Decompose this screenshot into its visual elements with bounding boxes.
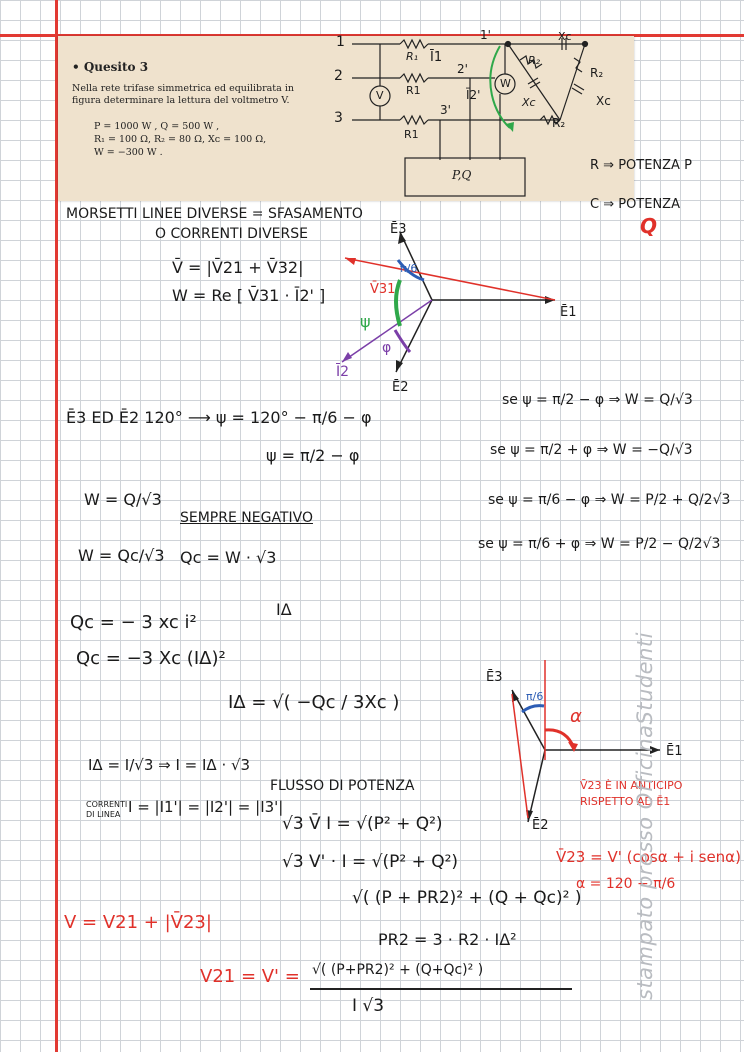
d2-e1-label: Ē1 [666, 744, 683, 759]
note-correnti-linea: CORRENTI DI LINEA [86, 800, 128, 819]
note-sempre-negativo: SEMPRE NEGATIVO [180, 510, 313, 526]
question-title: • Quesito 3 [72, 60, 149, 74]
d1-v31-label: V̄31 [370, 282, 396, 297]
eq-qc2: Qc = −3 Xc (IΔ)² [76, 648, 226, 669]
d1-phi-label: φ [382, 340, 392, 356]
node-3-label: 3 [334, 110, 343, 126]
data-line: R₁ = 100 Ω, R₂ = 80 Ω, Xᴄ = 100 Ω, [94, 134, 267, 145]
node-2-label: 2 [334, 68, 343, 84]
eq-pow3: √( (P + PR2)² + (Q + Qc)² ) [352, 888, 582, 908]
xc-label: Xc [522, 96, 536, 109]
note-r-p: R ⇒ POTENZA P [590, 158, 692, 173]
i1-label: Ī1 [430, 50, 443, 65]
eq-v21-red: V21 = V' = [200, 966, 300, 987]
eq-v23: V̄23 = V' (cosα + i senα) [556, 848, 741, 866]
d2-pi6-label: π/6 [526, 690, 544, 703]
node-1-label: 1 [336, 34, 345, 50]
d1-pi6-label: π/6 [400, 262, 418, 275]
voltmeter-label: V [376, 89, 384, 102]
eq-pr2: PR2 = 3 · R2 · IΔ² [378, 930, 517, 949]
eq-v: V̄ = |V̄21 + V̄32| [172, 258, 304, 277]
eq-v21-numerator: √( (P+PR2)² + (Q+Qc)² ) [312, 962, 484, 978]
d2-e2-label: Ē2 [532, 818, 549, 833]
eq-i-abs: I = |I1'| = |I2'| = |I3'| [128, 798, 284, 816]
r2-label: R₂ [590, 66, 604, 80]
note-morsetti: MORSETTI LINEE DIVERSE = SFASAMENTO [66, 206, 363, 222]
note-anticipo: V̄23 È IN ANTICIPO RISPETTO AD Ē1 [580, 779, 683, 808]
eq-se2: se ψ = π/2 + φ ⇒ W = −Q/√3 [490, 442, 693, 458]
eq-w: W = Re [ V̄31 · Ī2' ] [172, 286, 326, 305]
eq-pow2: √3 V' · I = √(P² + Q²) [282, 852, 459, 872]
eq-i-line: IΔ = I/√3 ⇒ I = IΔ · √3 [88, 756, 251, 774]
r1-label: R1 [406, 84, 421, 97]
eq-qc1: Qc = − 3 xc i² [70, 612, 197, 633]
xc-label: Xc [596, 94, 611, 108]
eq-v-red: V = V21 + |V̄23| [64, 912, 212, 933]
eq-psi: ψ = π/2 − φ [266, 446, 360, 465]
eq-i-delta: IΔ = √( −Qc / 3Xc ) [228, 692, 400, 713]
eq-se4: se ψ = π/6 + φ ⇒ W = P/2 − Q/2√3 [478, 536, 721, 552]
question-text: Nella rete trifase simmetrica ed equilibrata in figura determinare la lettura del voltmetro V. [72, 83, 294, 106]
d1-i2-label: Ī2 [336, 364, 350, 380]
eq-w-qc: W = Qc/√3 [78, 546, 165, 565]
eq-w-q: W = Q/√3 [84, 490, 162, 509]
d2-alpha-label: α [570, 706, 582, 727]
watermark: stampato presso OfficinaStudenti [633, 632, 657, 1000]
node-1p-label: 1' [480, 28, 491, 42]
data-line: P = 1000 W , Q = 500 W , [94, 121, 220, 132]
eq-alpha: α = 120 − π/6 [576, 876, 676, 892]
note-correnti: O CORRENTI DIVERSE [155, 226, 308, 242]
load-label: P,Q [452, 168, 472, 182]
r2-label: R₂ [528, 54, 541, 67]
note-flusso: FLUSSO DI POTENZA [270, 778, 415, 794]
xc-label: Xc [558, 30, 572, 43]
eq-se1: se ψ = π/2 − φ ⇒ W = Q/√3 [502, 392, 693, 408]
i2-label: Ī2' [466, 88, 481, 102]
note-c-q: C ⇒ POTENZA [590, 197, 680, 212]
node-2p-label: 2' [457, 62, 468, 76]
label-i-delta: IΔ [276, 600, 292, 619]
d1-e2-label: Ē2 [392, 380, 409, 395]
r2-label: R₂ [552, 116, 566, 130]
r1-label: R1 [404, 128, 419, 141]
d1-e1-label: Ē1 [560, 305, 577, 320]
note-q-red: Q [640, 214, 658, 238]
eq-se3: se ψ = π/6 − φ ⇒ W = P/2 + Q/2√3 [488, 492, 731, 508]
data-line: W = −300 W . [94, 147, 163, 158]
d2-e3-label: Ē3 [486, 670, 503, 685]
r1-label: R₁ [406, 50, 419, 63]
d1-e3-label: Ē3 [390, 222, 407, 237]
wattmeter-label: W [500, 77, 511, 90]
eq-qc-w: Qc = W · √3 [180, 548, 277, 567]
eq-e3e2: Ē3 ED Ē2 120° ⟶ ψ = 120° − π/6 − φ [66, 408, 372, 427]
d1-psi-label: ψ [360, 312, 371, 331]
eq-v21-denominator: I √3 [352, 996, 385, 1016]
eq-pow1: √3 V̄ I = √(P² + Q²) [282, 814, 443, 834]
node-3p-label: 3' [440, 103, 451, 117]
